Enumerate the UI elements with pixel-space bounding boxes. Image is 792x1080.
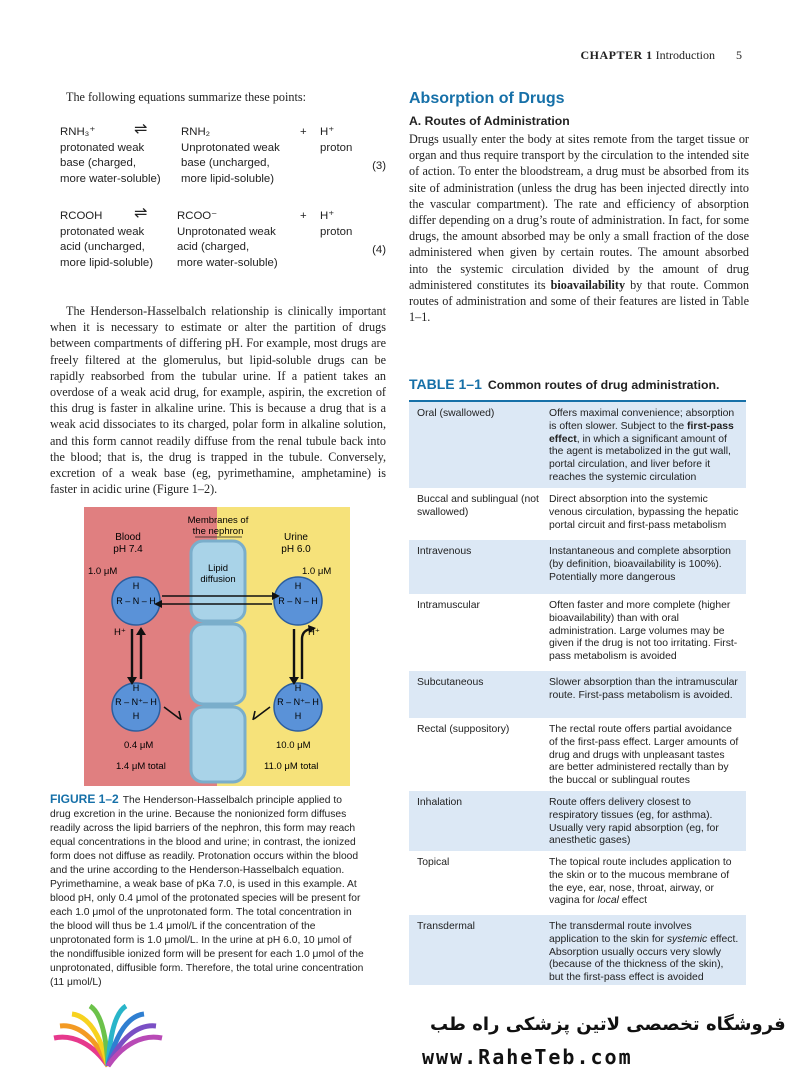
henderson-hasselbalch-paragraph: The Henderson-Hasselbalch relationship is clinically important when it is necessary to estimate or alter the partition of drugs between compartments of differing pH. For example, most drugs are freely filtered at the glomerulus, but lipid-soluble drugs can be rapidly reabsorbed from the tubular urine. If a patient takes an overdose of a weak acid drug, for example, aspirin, the excretion of this drug is faster in alkaline urine. This is because a drug that is a weak acid dissociates to its charged, polar form in alkaline solution, and this form cannot readily diffuse from the renal tubule back into the blood; that is, the drug is trapped in the tubule. Conversely, excretion of a weak base (eg, pyrimethamine, amphetamine) is faster in acidic urine (Figure 1–2). [50,304,386,497]
table-row [409,488,746,540]
plus-sign: + [300,126,307,138]
eq4-product-desc: Unprotonated weak [177,225,276,238]
membrane-cell [191,624,245,704]
figure-caption [50,792,364,990]
table-row [409,791,746,851]
running-head [581,48,743,63]
urine-label: Urine [284,532,308,543]
table-row [409,594,746,671]
feature-cell: Often faster and more complete (higher bioavailability) than with oral administration. Large volumes may be given if the drug is not too irritating. First-pass metabolism is avoided [549,600,738,663]
eq3-proton: H⁺ [320,126,335,138]
eq4-reactant-desc: protonated weak [60,225,145,238]
plus-sign: + [300,210,307,222]
svg-text:H: H [132,581,140,591]
svg-text:R – N – H: R – N – H [278,596,318,606]
feature-cell: Slower absorption than the intramuscular route. First-pass metabolism is avoided. [549,677,738,701]
figure-label: FIGURE 1–2 [50,792,119,806]
table-row [409,915,746,985]
feature-cell: The rectal route offers partial avoidance of the first-pass effect. Larger amounts of drug and drugs with unpleasant tastes are better administered rectally than by the buccal or sublingual routes [549,724,739,787]
blood-ph-label: pH 7.4 [113,544,143,555]
urine-protonated-conc: 10.0 μM [276,740,311,751]
proton-label: H⁺ [114,627,126,638]
route-cell: Rectal (suppository) [417,724,510,735]
equilibrium-arrow: ⇌ [134,205,148,222]
proton-label: H⁺ [308,627,320,638]
membrane-cell [191,707,245,782]
eq3-reactant-desc: protonated weak [60,141,145,154]
blood-label: Blood [115,532,141,543]
figure-nephron-diagram [84,507,350,786]
eq3-reactant-desc: base (charged, [60,157,136,169]
table-row [409,402,746,488]
table-row [409,718,746,791]
equilibrium-arrow: ⇌ [134,121,148,138]
equation-3 [50,121,386,189]
lipid-diffusion-label: Lipid [207,563,229,574]
shop-name: فروشگاه تخصصی لاتین پزشکی راه طب [430,1014,786,1035]
eq3-proton-desc: proton [320,141,353,154]
chapter-number: CHAPTER 1 [580,48,653,62]
route-cell: Topical [417,857,450,868]
membranes-label: the nephron [192,526,244,537]
shop-url[interactable]: www.RaheTeb.com [422,1045,633,1069]
route-cell: Oral (swallowed) [417,408,495,419]
svg-text:H: H [294,683,302,693]
svg-text:R – N⁺– H: R – N⁺– H [277,697,319,707]
route-cell: Intravenous [417,546,472,557]
svg-text:H: H [132,711,140,721]
page-number: 5 [736,48,742,62]
blood-total-conc: 1.4 μM total [116,761,166,772]
figure-caption-text: The Henderson-Hasselbalch principle applied to drug excretion in the urine. Because the nonionized form diffuses readily across the lipid barriers of the nephron, this form may reach equal concentrations in the blood and urine; in contrast, the ionized form does not diffuse as readily. Protonation occurs within the blood and the urine according to the Henderson-Hasselbalch equation. Pyrimethamine, a weak base of pKa 7.0, is used in this example. At blood pH, only 0.4 μmol of the protonated species will be present for each 1.0 μmol of the unprotonated form. The total concentration in the blood will thus be 1.4 μmol/L if the concentration of the unprotonated form is 1.0 μmol/L. In the urine at pH 6.0, 10 μmol of the nondiffusible ionized form will be present for each 1.0 μmol of the unprotonated, diffusible form. Therefore, the total urine concentration (11 μmol/L) [50,795,364,988]
feature-cell: Direct absorption into the systemic venous circulation, bypassing the hepatic portal circuit and first-pass metabolism [549,494,739,531]
eq4-reactant-desc: acid (uncharged, [60,241,145,253]
eq3-product-desc: base (uncharged, [181,157,270,169]
equation-number: (3) [372,160,386,172]
feature-cell: Offers maximal convenience; absorption is often slower. Subject to the first-pass effect, in which a significant amount of the agent is metabolized in the gut wall, portal circulation, and liver before it reaches the systemic circulation [549,408,735,483]
eq3-product-desc: Unprotonated weak [181,141,280,154]
urine-total-conc: 11.0 μM total [264,761,319,772]
right-column [409,90,749,325]
eq4-product-desc: more water-soluble) [177,256,278,269]
svg-text:H: H [132,683,140,693]
eq4-reactant-desc: more lipid-soluble) [60,256,154,269]
equation-number: (4) [372,244,386,256]
blood-unprotonated-molecule [112,577,160,625]
svg-text:R – N⁺– H: R – N⁺– H [115,697,157,707]
route-cell: Inhalation [417,797,463,808]
svg-text:R – N – H: R – N – H [116,596,156,606]
routes-table [409,400,746,985]
urine-ph-label: pH 6.0 [281,544,311,555]
svg-text:H: H [294,711,302,721]
feature-cell: Route offers delivery closest to respiratory tissues (eg, for asthma). Usually very rapid absorption (eg, for anesthetic gases) [549,797,719,847]
absorption-paragraph: Drugs usually enter the body at sites remote from the target tissue or organ and thus require transport by the circulation to the intended site of action. To enter the bloodstream, a drug must be absorbed from its site of administration (unless the drug has been injected directly into the vascular compartment). The rate and efficiency of absorption differ depending on a drug’s route of administration. In fact, for some drugs, the amount absorbed may be only a small fraction of the dose administered when given by certain routes. The amount absorbed into the systemic circulation divided by the amount of drug administered constitutes its bioavailability by that route. Common routes of administration and some of their features are listed in Table 1–1. [409,132,749,325]
blood-protonated-molecule [112,683,160,731]
route-cell: Subcutaneous [417,677,484,688]
eq4-proton-desc: proton [320,225,353,238]
table-row [409,851,746,915]
equation-4 [50,205,386,273]
blood-protonated-conc: 0.4 μM [124,740,154,751]
left-column [50,90,386,497]
blood-unprotonated-conc: 1.0 μM [88,566,118,577]
eq4-reactant: RCOOH [60,210,103,222]
table-row [409,540,746,594]
eq4-proton: H⁺ [320,210,335,222]
eq4-product: RCOO⁻ [177,210,218,222]
table-caption: Common routes of drug administration. [487,378,720,392]
feature-cell: The topical route includes application to the skin or to the mucous membrane of the eye, ear, nose, throat, airway, or vagina for local effect [549,857,732,907]
urine-protonated-molecule [274,683,322,731]
book-logo-icon [48,1004,168,1074]
equations-intro: The following equations summarize these points: [66,90,306,104]
bioavailability-term: bioavailability [550,277,626,292]
table-title [409,376,719,394]
section-title: Absorption of Drugs [409,90,565,107]
route-cell: Intramuscular [417,600,480,611]
svg-text:H: H [294,581,302,591]
table-row [409,671,746,718]
table-number: TABLE 1–1 [409,376,482,392]
feature-cell: Instantaneous and complete absorption (by definition, bioavailability is 100%). Potentially more dangerous [549,546,731,583]
eq4-product-desc: acid (charged, [177,241,250,253]
urine-unprotonated-molecule [274,577,322,625]
urine-unprotonated-conc: 1.0 μM [302,566,332,577]
eq3-product-desc: more lipid-soluble) [181,172,275,185]
eq3-product: RNH₂ [181,126,211,138]
lipid-diffusion-label: diffusion [200,574,236,585]
eq3-reactant: RNH₃⁺ [60,126,96,138]
nephron-diagram [84,507,350,786]
membranes-label: Membranes of [187,515,249,526]
chapter-title: Introduction [655,48,715,62]
subsection-title: A. Routes of Administration [409,114,570,128]
eq3-reactant-desc: more water-soluble) [60,172,161,185]
feature-cell: The transdermal route involves application to the skin for systemic effect. Absorption usually occurs very slowly (because of the thickness of the skin), but the first-pass effect is avoided [549,921,739,984]
route-cell: Transdermal [417,921,475,932]
route-cell: Buccal and sublingual (not swallowed) [417,494,539,518]
